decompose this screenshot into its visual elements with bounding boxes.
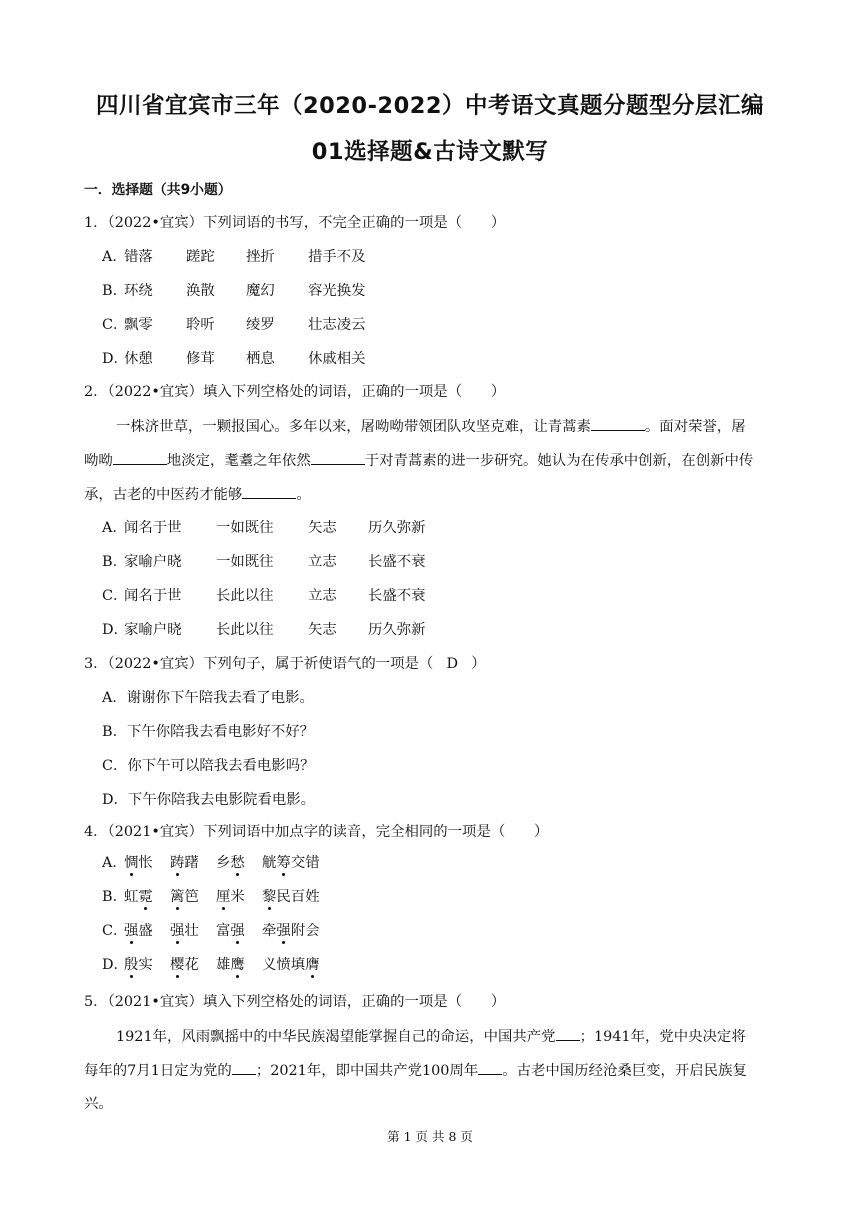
option-word: 篱笆: [170, 889, 199, 905]
page-footer: 第 1 页 共 8 页: [387, 1129, 473, 1144]
option-word: 厘米: [216, 889, 245, 905]
option-letter: B．: [102, 554, 127, 570]
option-word: 聆听: [186, 317, 215, 333]
emphasis-dot-char: 膺: [305, 957, 320, 973]
passage-text: 呦呦: [84, 453, 113, 469]
emphasis-dot-char: 强: [276, 923, 291, 939]
emphasis-dot-char: 强: [170, 923, 185, 939]
option-row: [0, 586, 860, 606]
option-row: [0, 281, 860, 301]
option-word: 长此以往: [216, 622, 274, 638]
option-word: 历久弥新: [368, 520, 426, 536]
option-word: 一如既往: [216, 520, 274, 536]
emphasis-dot-char: 强: [230, 923, 245, 939]
option-letter: B．: [102, 889, 127, 905]
option-word: 修茸: [186, 351, 215, 367]
option-letter: A．: [102, 249, 127, 265]
option-word: 长此以往: [216, 588, 274, 604]
passage-text: 1921年，风雨飘摇中的中华民族渴望能掌握自己的命运，中国共产党: [116, 1029, 556, 1045]
passage-text: 于对青蒿素的进一步研究。她认为在传承中创新，在创新中传: [364, 453, 754, 469]
option-word: 休戚相关: [308, 351, 366, 367]
emphasis-dot-char: 踌: [170, 855, 185, 871]
option-row: [0, 552, 860, 572]
passage-text: 。面对荣誉，屠: [644, 419, 746, 435]
question-5-passage-line-2: [84, 1060, 747, 1081]
emphasis-dot-char: 霓: [138, 889, 153, 905]
option-word: 错落: [124, 249, 153, 265]
fill-blank: [242, 484, 296, 499]
option-word: 涣散: [186, 283, 215, 299]
option-word: 踌躇: [170, 855, 199, 871]
option-letter: C．: [102, 923, 128, 939]
option-row: [0, 887, 860, 907]
option-row: [0, 620, 860, 640]
document-subtitle: 01选择题&古诗文默写: [311, 139, 549, 165]
section-heading: 一．选择题（共9小题）: [84, 182, 232, 198]
option-word: 闻名于世: [124, 520, 182, 536]
question-2-passage-line-2: [84, 450, 753, 471]
option-word: 强壮: [170, 923, 199, 939]
option-word: 挫折: [246, 249, 275, 265]
option-word: 长盛不衰: [368, 588, 426, 604]
option-word: 殷实: [124, 957, 153, 973]
option-letter: D．: [102, 351, 128, 367]
question-5-stem: 5．（2021•宜宾）填入下列空格处的词语，正确的一项是（ ）: [84, 994, 506, 1010]
passage-text: 每年的7月1日定为党的: [84, 1063, 232, 1079]
question-2-passage-line-3: [84, 484, 311, 505]
option-letter: D．: [102, 957, 128, 973]
emphasis-dot-char: 黎: [262, 889, 277, 905]
fill-blank: [311, 450, 365, 465]
option-letter: C．: [102, 317, 128, 333]
option-row: [0, 349, 860, 369]
option-word: 休憩: [124, 351, 153, 367]
option-word: 蹉跎: [186, 249, 215, 265]
option-word: 雄鹰: [216, 957, 245, 973]
question-1-stem: 1．（2022•宜宾）下列词语的书写，不完全正确的一项是（ ）: [84, 215, 506, 231]
question-3-option-d: D．下午你陪我去电影院看电影。: [102, 792, 316, 808]
option-word: 觥筹交错: [262, 855, 320, 871]
option-word: 历久弥新: [368, 622, 426, 638]
emphasis-dot-char: 樱: [170, 957, 185, 973]
option-letter: C．: [102, 588, 128, 604]
emphasis-dot-char: 鹰: [230, 957, 245, 973]
option-word: 虹霓: [124, 889, 153, 905]
option-row: [0, 247, 860, 267]
option-row: [0, 853, 860, 873]
passage-text: ；1941年，党中央决定将: [579, 1029, 746, 1045]
option-word: 乡愁: [216, 855, 245, 871]
emphasis-dot-char: 篱: [170, 889, 185, 905]
option-word: 惆怅: [124, 855, 153, 871]
option-letter: D．: [102, 622, 128, 638]
option-letter: B．: [102, 283, 127, 299]
option-word: 义愤填膺: [262, 957, 320, 973]
option-word: 富强: [216, 923, 245, 939]
question-2-stem: 2．（2022•宜宾）填入下列空格处的词语，正确的一项是（ ）: [84, 384, 506, 400]
fill-blank: [232, 1060, 256, 1075]
option-word: 栖息: [246, 351, 275, 367]
question-3-option-b: B．下午你陪我去看电影好不好？: [102, 724, 315, 740]
option-letter: A．: [102, 520, 127, 536]
stem-text: ）: [471, 656, 486, 672]
option-word: 家喻户晓: [124, 554, 182, 570]
option-letter: A．: [102, 855, 127, 871]
option-word: 壮志凌云: [308, 317, 366, 333]
option-word: 长盛不衰: [368, 554, 426, 570]
option-row: [0, 955, 860, 975]
question-3-stem: [84, 654, 486, 674]
option-word: 绫罗: [246, 317, 275, 333]
emphasis-dot-char: 强: [124, 923, 139, 939]
question-5-passage-line-3: 兴。: [84, 1096, 113, 1112]
emphasis-dot-char: 惆: [124, 855, 139, 871]
question-3-option-c: C．你下午可以陪我去看电影吗？: [102, 758, 315, 774]
passage-text: 。古老中国历经沧桑巨变，开启民族复: [502, 1063, 747, 1079]
fill-blank: [478, 1060, 502, 1075]
option-word: 矢志: [308, 622, 337, 638]
option-word: 容光换发: [308, 283, 366, 299]
option-word: 牵强附会: [262, 923, 320, 939]
emphasis-dot-char: 殷: [124, 957, 139, 973]
option-word: 矢志: [308, 520, 337, 536]
passage-text: 一株济世草，一颗报国心。多年以来，屠呦呦带领团队攻坚克难，让青蒿素: [116, 419, 591, 435]
answer-mark: D: [446, 656, 459, 672]
option-word: 飘零: [124, 317, 153, 333]
option-word: 闻名于世: [124, 588, 182, 604]
passage-text: ；2021年，即中国共产党100周年: [255, 1063, 479, 1079]
option-word: 措手不及: [308, 249, 366, 265]
option-row: [0, 518, 860, 538]
option-word: 立志: [308, 554, 337, 570]
option-row: [0, 315, 860, 335]
option-row: [0, 921, 860, 941]
emphasis-dot-char: 愁: [230, 855, 245, 871]
option-word: 强盛: [124, 923, 153, 939]
emphasis-dot-char: 筹: [276, 855, 291, 871]
emphasis-dot-char: 厘: [216, 889, 231, 905]
question-2-passage-line-1: [116, 416, 746, 437]
fill-blank: [591, 416, 645, 431]
option-word: 魔幻: [246, 283, 275, 299]
passage-text: 承，古老的中医药才能够: [84, 487, 243, 503]
option-word: 樱花: [170, 957, 199, 973]
fill-blank: [556, 1026, 580, 1041]
question-3-option-a: A．谢谢你下午陪我去看了电影。: [102, 690, 314, 706]
question-4-stem: 4．（2021•宜宾）下列词语中加点字的读音，完全相同的一项是（ ）: [84, 824, 549, 840]
fill-blank: [113, 450, 167, 465]
option-word: 环绕: [124, 283, 153, 299]
passage-text: 。: [296, 487, 311, 503]
question-5-passage-line-1: [116, 1026, 746, 1047]
stem-text: 3．（2022•宜宾）下列句子，属于祈使语气的一项是（: [84, 656, 434, 672]
option-word: 立志: [308, 588, 337, 604]
option-word: 一如既往: [216, 554, 274, 570]
document-title: 四川省宜宾市三年（2020-2022）中考语文真题分题型分层汇编: [95, 93, 765, 119]
option-word: 家喻户晓: [124, 622, 182, 638]
option-word: 黎民百姓: [262, 889, 320, 905]
passage-text: 地淡定，耄耋之年依然: [166, 453, 311, 469]
